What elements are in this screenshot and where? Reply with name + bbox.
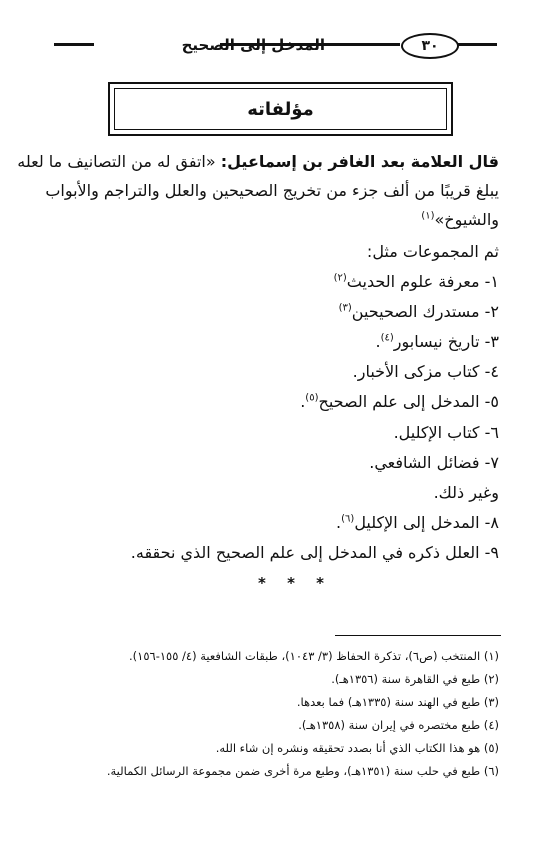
list-item [336,513,499,532]
list-item [394,423,499,442]
list-item-text: ٨- المدخل إلى الإكليل [354,513,499,532]
list-item [131,543,499,562]
list-item-tail: . [336,513,342,532]
footnote: (٦) طبع في حلب سنة (١٣٥١هـ)، وطبع مرة أخرى ضمن مجموعة الرسائل الكمالية. [106,764,499,778]
list-item-text: ٣- تاريخ نيسابور [393,332,499,351]
list-item [339,302,499,321]
footnote-ref-5: (٥) [305,392,319,404]
list-item-tail: . [375,332,381,351]
footnote-rule [335,635,501,636]
list-item-text: ٢- مستدرك الصحيحين [351,302,499,321]
footnote: (٣) طبع في الهند سنة (١٣٣٥هـ) فما بعدها. [296,695,499,709]
list-item [300,392,499,411]
chapter-title-inner-frame [114,88,447,130]
intro-line-1 [17,152,499,171]
collections-intro: ثم المجموعات مثل: [366,242,499,261]
footnote-ref-6: (٦) [341,513,355,525]
intro-line-3-text: والشيوخ» [434,210,499,229]
list-item-tail: . [300,392,306,411]
list-item [334,272,499,291]
section-separator: * * * [258,574,332,592]
page-number: ٣٠ [401,33,459,59]
list-item-text: ٦- كتاب الإكليل. [393,423,499,442]
footnote-ref-2: (٢) [333,272,347,284]
footnote: (٢) طبع في القاهرة سنة (١٣٥٦هـ). [331,672,499,686]
list-item [434,483,499,502]
list-item-text: ٥- المدخل إلى علم الصحيح [318,392,499,411]
footnote: (١) المنتخب (ص٦)، تذكرة الحفاظ (٣/ ١٠٤٣)، طبقات الشافعية (٤/ ١٥٥-١٥٦). [129,649,499,663]
header-rule-left [54,43,94,46]
footnote-ref-1: (١) [421,210,435,222]
running-title: المدخل إلى الصحيح [181,36,325,54]
footnote: (٥) هو هذا الكتاب الذي أنا بصدد تحقيقه ونشره إن شاء الله. [215,741,499,755]
list-item [353,362,499,381]
footnote-ref-4: (٤) [380,332,394,344]
header-rule-right [457,43,497,46]
list-item-text: ١- معرفة علوم الحديث [346,272,499,291]
footnote: (٤) طبع مختصره في إيران سنة (١٣٥٨هـ). [298,718,499,732]
intro-quote-start: «اتفق له من التصانيف ما لعله [17,152,216,171]
intro-speaker: قال العلامة بعد الغافر بن إسماعيل: [220,152,499,171]
intro-line-2: يبلغ قريبًا من ألف جزء من تخريج الصحيحين والعلل والتراجم والأبواب [45,181,499,200]
list-item [369,453,499,472]
list-item-text: ٩- العلل ذكره في المدخل إلى علم الصحيح الذي نحققه. [130,543,499,562]
intro-line-3 [421,210,499,229]
list-item-text: وغير ذلك. [433,483,499,502]
footnote-ref-3: (٣) [338,302,352,314]
list-item-text: ٧- فضائل الشافعي. [369,453,499,472]
chapter-title: مؤلفاته [247,98,314,120]
list-item [375,332,499,351]
list-item-text: ٤- كتاب مزكى الأخبار. [352,362,499,381]
chapter-title-frame [108,82,453,136]
